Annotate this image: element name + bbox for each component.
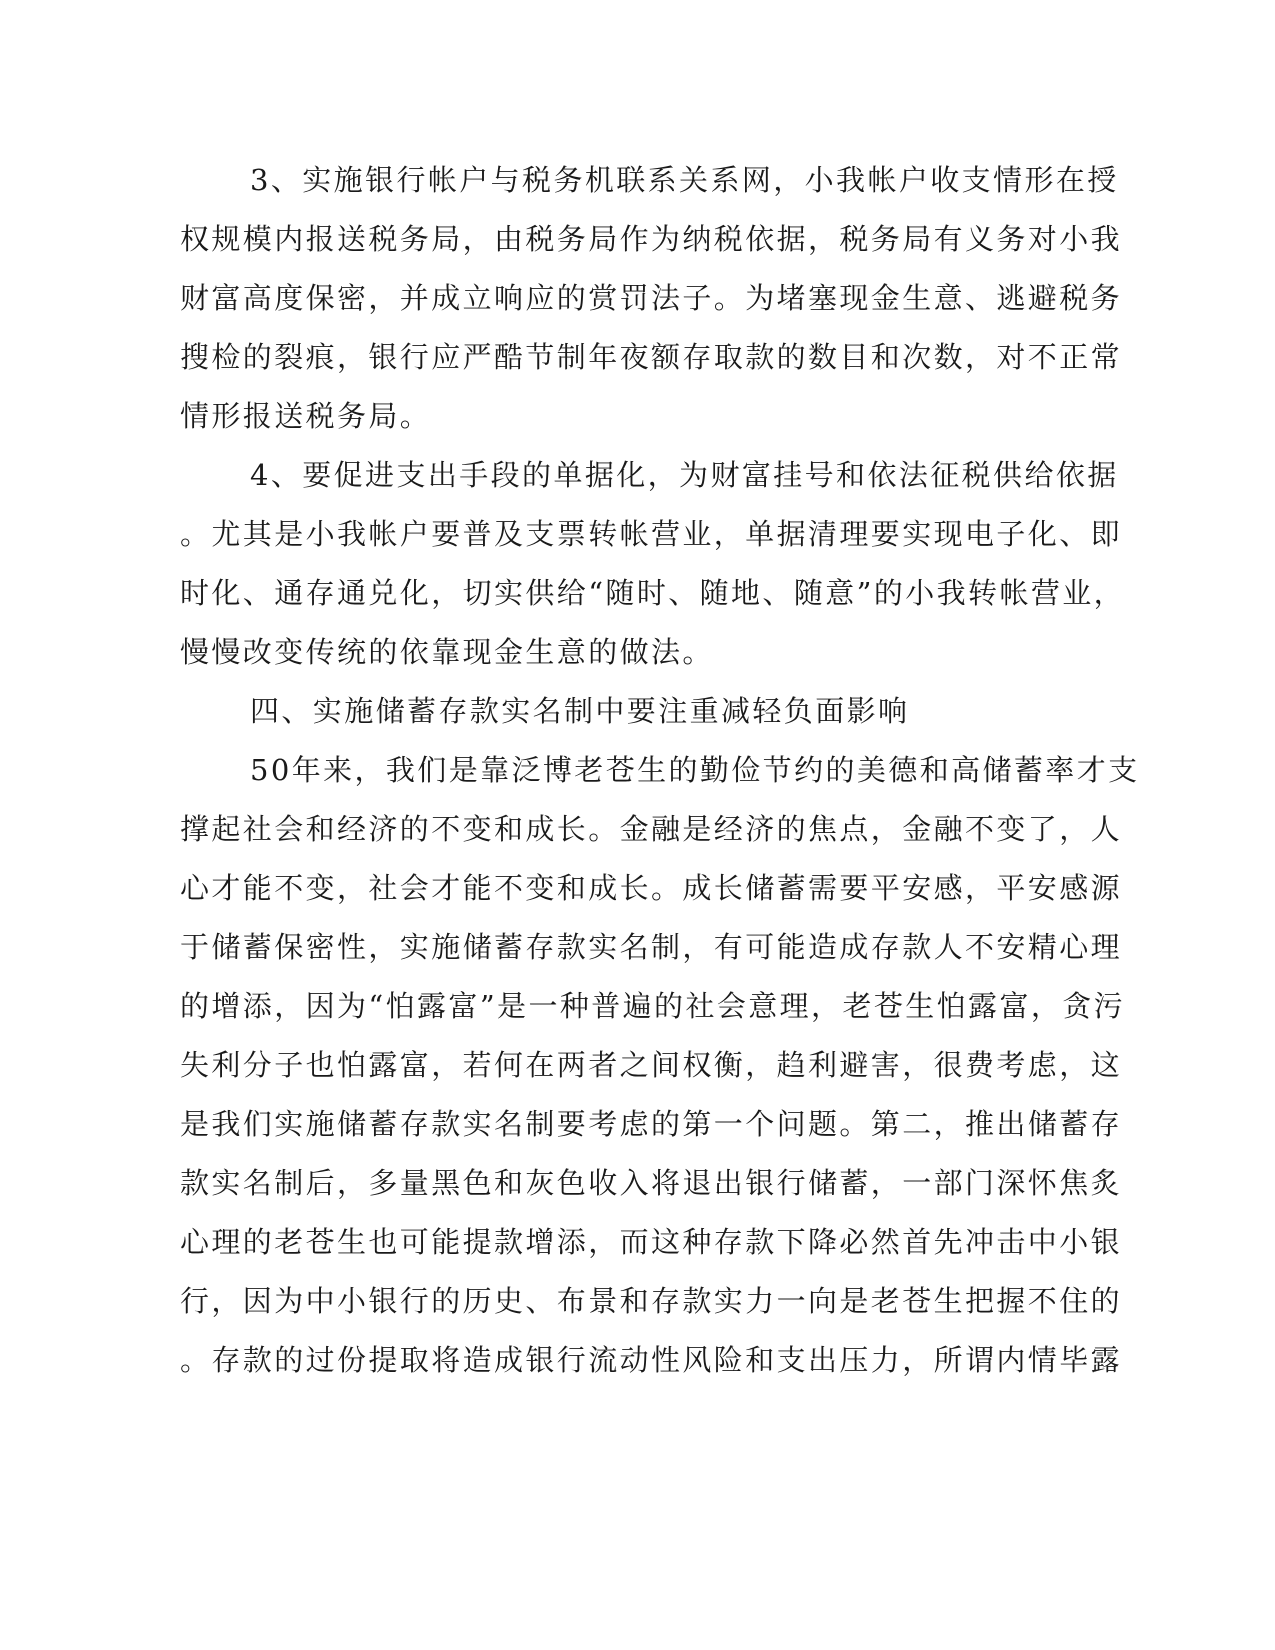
- text-line: 情形报送税务局。: [180, 399, 432, 433]
- text-line: 财富高度保密，并成立响应的赏罚法子。为堵塞现金生意、逃避税务: [180, 281, 1123, 315]
- text-line: 搜检的裂痕，银行应严酷节制年夜额存取款的数目和次数，对不正常: [180, 340, 1123, 374]
- text-line: 心理的老苍生也可能提款增添，而这种存款下降必然首先冲击中小银: [180, 1225, 1123, 1259]
- text-line: 是我们实施储蓄存款实名制要考虑的第一个问题。第二，推出储蓄存: [180, 1107, 1123, 1141]
- text-line: 款实名制后，多量黑色和灰色收入将退出银行储蓄，一部门深怀焦炙: [180, 1166, 1123, 1200]
- text-line: 的增添，因为“怕露富”是一种普遍的社会意理，老苍生怕露富，贪污: [180, 989, 1126, 1023]
- text-line: 慢慢改变传统的依靠现金生意的做法。: [180, 635, 714, 669]
- section-heading: 四、实施储蓄存款实名制中要注重减轻负面影响: [250, 694, 910, 728]
- text-line: 失利分子也怕露富，若何在两者之间权衡，趋利避害，很费考虑，这: [180, 1048, 1123, 1082]
- text-line: 50年来，我们是靠泛博老苍生的勤俭节约的美德和高储蓄率才支: [250, 753, 1140, 787]
- text-line: 。尤其是小我帐户要普及支票转帐营业，单据清理要实现电子化、即: [180, 517, 1123, 551]
- text-line: 4、要促进支出手段的单据化，为财富挂号和依法征税供给依据: [250, 458, 1119, 492]
- text-line: 权规模内报送税务局，由税务局作为纳税依据，税务局有义务对小我: [180, 222, 1123, 256]
- text-line: 3、实施银行帐户与税务机联系关系网，小我帐户收支情形在授: [250, 163, 1119, 197]
- text-line: 。存款的过份提取将造成银行流动性风险和支出压力，所谓内情毕露: [180, 1343, 1123, 1377]
- text-line: 行，因为中小银行的历史、布景和存款实力一向是老苍生把握不住的: [180, 1284, 1123, 1318]
- text-line: 时化、通存通兑化，切实供给“随时、随地、随意”的小我转帐营业，: [180, 576, 1126, 610]
- text-line: 心才能不变，社会才能不变和成长。成长储蓄需要平安感，平安感源: [180, 871, 1123, 905]
- text-line: 撑起社会和经济的不变和成长。金融是经济的焦点，金融不变了，人: [180, 812, 1123, 846]
- text-line: 于储蓄保密性，实施储蓄存款实名制，有可能造成存款人不安精心理: [180, 930, 1123, 964]
